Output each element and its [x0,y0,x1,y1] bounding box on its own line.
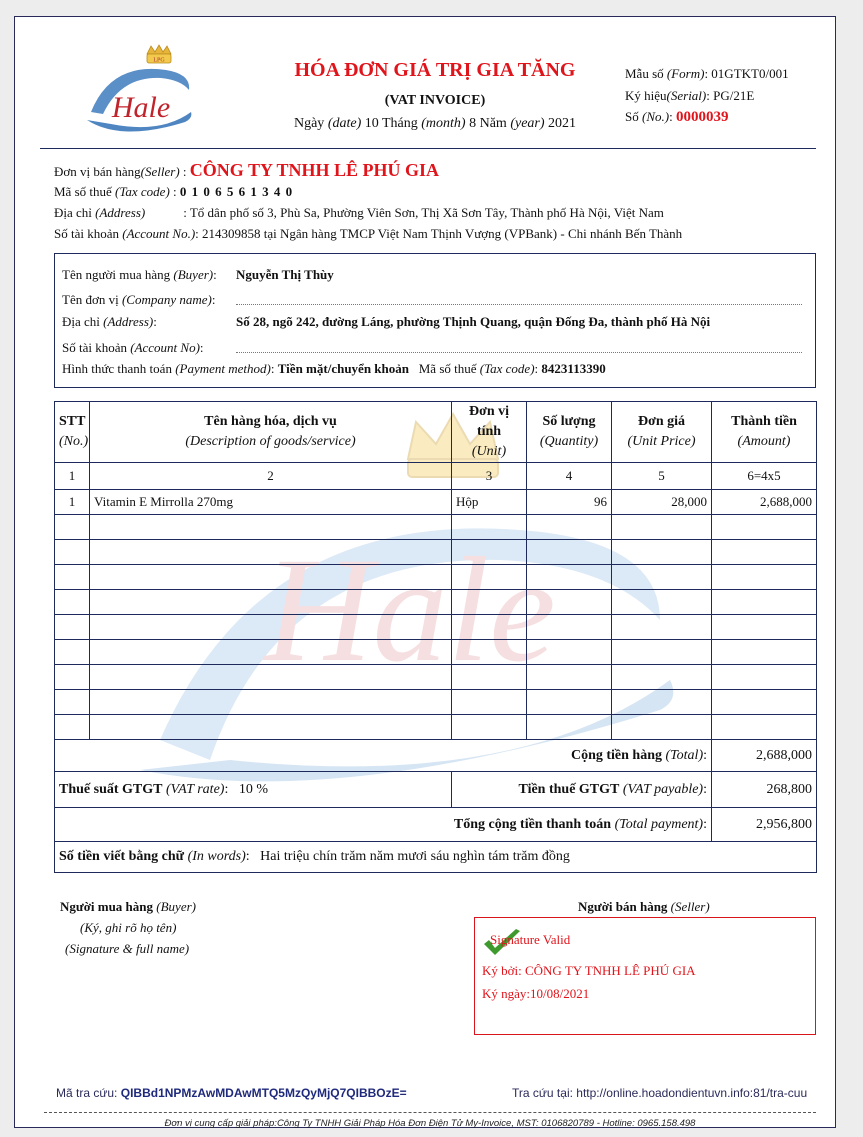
buyer-account-line [236,352,802,353]
header-description: Tên hàng hóa, dịch vụ (Description of goods/service) [90,402,452,463]
lookup-code: QIBBd1NPMzAwMDAwMTQ5MzQyMjQ7QIBBOzE= [120,1086,407,1100]
signed-date: Ký ngày:10/08/2021 [482,986,590,1001]
lookup-url-row: Tra cứu tại: http://online.hoadondientuvn.info:81/tra-cuu [512,1086,808,1100]
logo-crown-text: LPG [153,57,165,64]
buyer-account-row: Số tài khoản (Account No): [62,340,204,355]
header-stt: STT (No.) [55,402,90,463]
serial-number: Ký hiệu(Serial): PG/21E [625,88,755,103]
buyer-name: Nguyễn Thị Thùy [236,267,334,282]
invoice-subtitle: (VAT INVOICE) [384,93,486,108]
vat-row [55,772,817,808]
buyer-address-row: Địa chỉ (Address): [62,314,157,329]
provider-info: Đơn vị cung cấp giải pháp:Công Ty TNHH Giải Pháp Hóa Đơn Điện Tử My-Invoice, MST: 0106820789 - Hotline: 0965.158.498 [164,1118,696,1129]
total-label: Cộng tiền hàng (Total): [55,740,712,772]
index-cell: 1 [55,463,90,490]
in-words: Số tiền viết bằng chữ (In words): Hai triệu chín trăm năm mươi sáu nghìn tám trăm đồng [55,842,817,873]
grand-total-label: Tổng cộng tiền thanh toán (Total payment): [55,808,712,842]
seller-tax-code: 0 1 0 6 5 6 1 3 4 0 [179,184,294,199]
buyer-signature-label: Người mua hàng (Buyer) [60,899,196,914]
index-cell: 6=4x5 [712,463,817,490]
buyer-name-row: Tên người mua hàng (Buyer): [62,267,217,282]
seller-signature-label: Người bán hàng (Seller) [578,899,710,914]
buyer-signature-note-en: (Signature & full name) [65,941,190,956]
signature-valid-text: Signature Valid [490,932,571,947]
table-row [55,490,817,515]
index-cell: 2 [90,463,452,490]
seller-account: : 214309858 tại Ngân hàng TMCP Việt Nam Thịnh Vượng (VPBank) - Chi nhánh Bến Thành [195,226,683,241]
watermark-text: Hale [264,527,556,693]
total-value: 2,688,000 [712,740,817,772]
header-unit: Đơn vị tính (Unit) [452,402,527,463]
grand-total-row [55,808,817,842]
invoice-title: HÓA ĐƠN GIÁ TRỊ GIA TĂNG [294,59,576,81]
seller-address: : Tổ dân phố số 3, Phù Sa, Phường Viên Sơn, Thị Xã Sơn Tây, Thành phố Hà Nội, Việt Nam [183,205,664,220]
empty-row [55,715,817,740]
seller-address-row: Địa chỉ (Address) : Tổ dân phố số 3, Phù Sa, Phường Viên Sơn, Thị Xã Sơn Tây, Thành phố Hà Nội, Việt Nam [54,205,664,220]
vat-payable-label: Tiền thuế GTGT (VAT payable): [452,772,712,808]
index-cell: 5 [612,463,712,490]
lookup-code-row: Mã tra cứu: QIBBd1NPMzAwMDAwMTQ5MzQyMjQ7QIBBOzE= [56,1086,407,1100]
vat-payable-value: 268,800 [712,772,817,808]
empty-row [55,615,817,640]
row-amount: 2,688,000 [712,490,817,515]
logo-text: Hale [111,91,171,124]
empty-row [55,515,817,540]
row-quantity: 96 [527,490,612,515]
empty-row [55,690,817,715]
header-quantity: Số lượng (Quantity) [527,402,612,463]
buyer-company-line [236,304,802,305]
payment-method: Tiền mặt/chuyển khoản [277,361,409,376]
seller-tax-row: Mã số thuế (Tax code) : 0 1 0 6 5 6 1 3 4 0 [54,184,294,199]
in-words-row [55,842,817,873]
footer-divider [44,1112,816,1113]
goods-table [54,401,817,873]
seller-account-row: Số tài khoản (Account No.): 214309858 tại Ngân hàng TMCP Việt Nam Thịnh Vượng (VPBank) - Chi nhánh Bến Thành [54,226,683,241]
column-index-row [55,463,817,490]
header-unit-price: Đơn giá (Unit Price) [612,402,712,463]
buyer-signature-note: (Ký, ghi rõ họ tên) [80,920,177,935]
buyer-company-row: Tên đơn vị (Company name): [62,292,216,307]
payment-method-row: Hình thức thanh toán (Payment method): Tiền mặt/chuyển khoản Mã số thuế (Tax code): 8423113390 [62,361,606,376]
empty-row [55,540,817,565]
invoice-number: Số (No.): 0000039 [625,109,729,125]
vat-rate-value: 10 % [238,781,269,797]
empty-row [55,565,817,590]
invoice-date: Ngày (date) 10 Tháng (month) 8 Năm (year) 2021 [293,116,577,131]
empty-row [55,640,817,665]
empty-row [55,590,817,615]
row-description: Vitamin E Mirrolla 270mg [90,490,452,515]
row-unit-price: 28,000 [612,490,712,515]
in-words-value: Hai triệu chín trăm năm mươi sáu nghìn tám trăm đồng [260,849,570,864]
row-stt: 1 [55,490,90,515]
header-divider [40,148,816,149]
company-logo [81,42,201,137]
vat-rate: Thuế suất GTGT (VAT rate): 10 % [55,772,452,808]
form-number: Mẫu số (Form): 01GTKT0/001 [625,66,789,81]
row-unit: Hộp [452,490,527,515]
table-header-row [55,402,817,463]
index-cell: 4 [527,463,612,490]
empty-row [55,665,817,690]
buyer-address: Số 28, ngõ 242, đường Láng, phường Thịnh Quang, quận Đống Đa, thành phố Hà Nội [236,314,711,329]
total-row [55,740,817,772]
index-cell: 3 [452,463,527,490]
seller-name-row: Đơn vị bán hàng(Seller) : CÔNG TY TNHH LÊ PHÚ GIA [54,160,439,180]
buyer-tax-code: 8423113390 [541,361,606,376]
lookup-url[interactable]: http://online.hoadondientuvn.info:81/tra-cuu [576,1086,808,1100]
signed-by: Ký bởi: CÔNG TY TNHH LÊ PHÚ GIA [482,963,696,978]
header-amount: Thành tiền (Amount) [712,402,817,463]
grand-total-value: 2,956,800 [712,808,817,842]
seller-name: CÔNG TY TNHH LÊ PHÚ GIA [189,160,439,180]
